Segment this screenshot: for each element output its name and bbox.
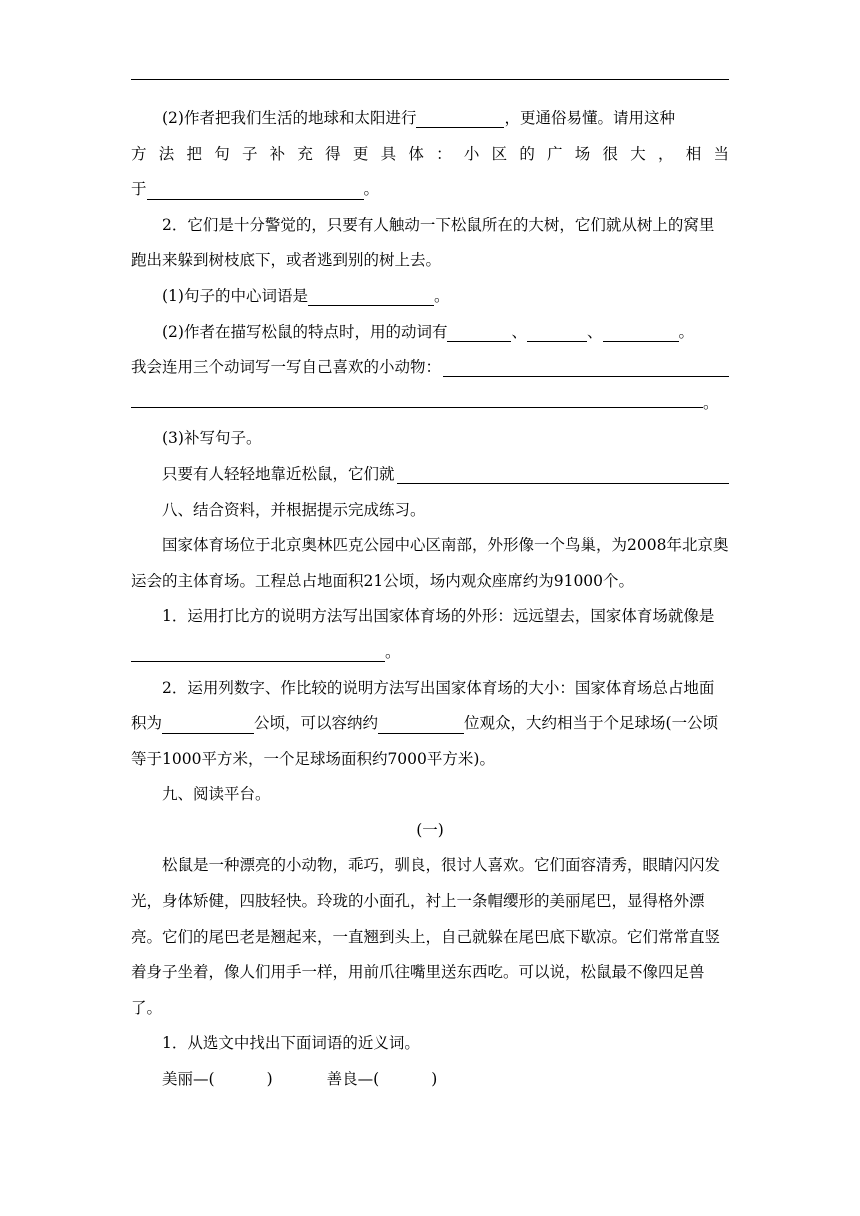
- period: 。: [385, 642, 401, 661]
- q2-2-write: [131, 350, 729, 386]
- answer-blank-comparison[interactable]: [416, 110, 504, 128]
- section-8-title: 八、结合资料，并根据提示完成练习。: [162, 500, 426, 519]
- q7-2-text-b: ，更通俗易懂。请用这种: [504, 109, 675, 127]
- paren-close: ): [266, 1070, 273, 1089]
- q2-2-write-line2: [131, 386, 729, 422]
- q7-2-line1: [131, 101, 729, 137]
- answer-blank-verb-1[interactable]: [447, 324, 511, 342]
- period: 。: [363, 180, 380, 199]
- period: 。: [433, 286, 450, 305]
- answer-blank-verb-3[interactable]: [603, 324, 679, 342]
- section-8-material: 国家体育场位于北京奥林匹克公园中心区南部，外形像一个鸟巢，为2008年北京奥运会的主体育场。工程总占地面积21公顷，场内观众座席约为91000个。: [131, 536, 729, 590]
- q7-2-line2: [131, 137, 729, 173]
- synonym-item-2: 善良—(: [326, 1070, 380, 1089]
- separator: 、: [511, 322, 527, 341]
- s8-q2-text: 2．运用列数字、作比较的说明方法写出国家体育场的大小：国家体育场总占地面积为: [131, 678, 715, 733]
- worksheet-content: [131, 101, 729, 1098]
- answer-blank-capacity[interactable]: [378, 715, 464, 733]
- header-rule: [131, 79, 729, 80]
- q2-3: (3)补写句子。: [162, 429, 262, 448]
- q2-text: 2．它们是十分警觉的，只要有人触动一下松鼠所在的大树，它们就从树上的窝里跑出来躲到树枝底下，或者逃到别的树上去。: [131, 215, 715, 270]
- s8-q2-text-b: 公顷，可以容纳约: [254, 714, 379, 733]
- q2-3-prompt-text: 只要有人轻轻地靠近松鼠，它们就: [162, 464, 395, 483]
- answer-line-animal[interactable]: [443, 359, 729, 377]
- answer-blank-central-word[interactable]: [308, 288, 434, 306]
- answer-line-animal-2[interactable]: [131, 390, 703, 408]
- q2-2-text: (2)作者在描写松鼠的特点时，用的动词有: [162, 322, 448, 341]
- s8-q2: [131, 671, 729, 778]
- period: 。: [703, 393, 719, 412]
- paren-close: ): [431, 1070, 438, 1089]
- passage-1-heading: (一): [416, 820, 444, 839]
- s8-q1-text: 1．运用打比方的说明方法写出国家体育场的外形：远远望去，国家体育场就像是: [162, 607, 715, 626]
- passage-1-text: 松鼠是一种漂亮的小动物，乖巧，驯良，很讨人喜欢。它们面容清秀，眼睛闪闪发光，身体矫健，四肢轻快。玲珑的小面孔，衬上一条帽缨形的美丽尾巴，显得格外漂亮。它们的尾巴老是翘起来，一直翘到头上，自己就躲在尾巴底下歇凉。它们常常直竖着身子坐着，像人们用手一样，用前爪往嘴里送东西吃。可以说，松鼠最不像四足兽了。: [131, 856, 721, 1017]
- s9-q1: 1．从选文中找出下面词语的近义词。: [162, 1034, 420, 1053]
- q2-3-prompt: [131, 457, 729, 493]
- separator: 、: [586, 322, 603, 341]
- period: 。: [678, 322, 695, 341]
- answer-line-squirrel[interactable]: [397, 466, 729, 484]
- s8-q2-text-c: 位观众，大约相当于个足球场(一公顷等于1000平方米，一个足球场面积约7000平方米)。: [131, 714, 719, 768]
- s8-q1: [131, 599, 729, 670]
- q7-2-line3: [131, 172, 729, 208]
- q2-2: [131, 315, 729, 351]
- answer-blank-plaza[interactable]: [147, 182, 364, 200]
- q2-2-write-text: 我会连用三个动词写一写自己喜欢的小动物：: [131, 358, 442, 377]
- answer-blank-shape[interactable]: [131, 644, 385, 662]
- answer-blank-verb-2[interactable]: [527, 324, 587, 342]
- section-9-title: 九、阅读平台。: [162, 785, 271, 804]
- s9-q1-items: [131, 1062, 729, 1098]
- q7-2-text-line2: 方法把句子补充得更具体：小区的广场很大，相当: [131, 144, 729, 163]
- synonym-item-1: 美丽—(: [162, 1070, 215, 1089]
- q2-1-text: (1)句子的中心词语是: [162, 286, 308, 305]
- q2-1: [131, 279, 729, 315]
- answer-blank-area[interactable]: [162, 715, 254, 733]
- q7-2-text: (2)作者把我们生活的地球和太阳进行: [162, 109, 417, 127]
- q7-2-text-line3: 于: [131, 180, 147, 199]
